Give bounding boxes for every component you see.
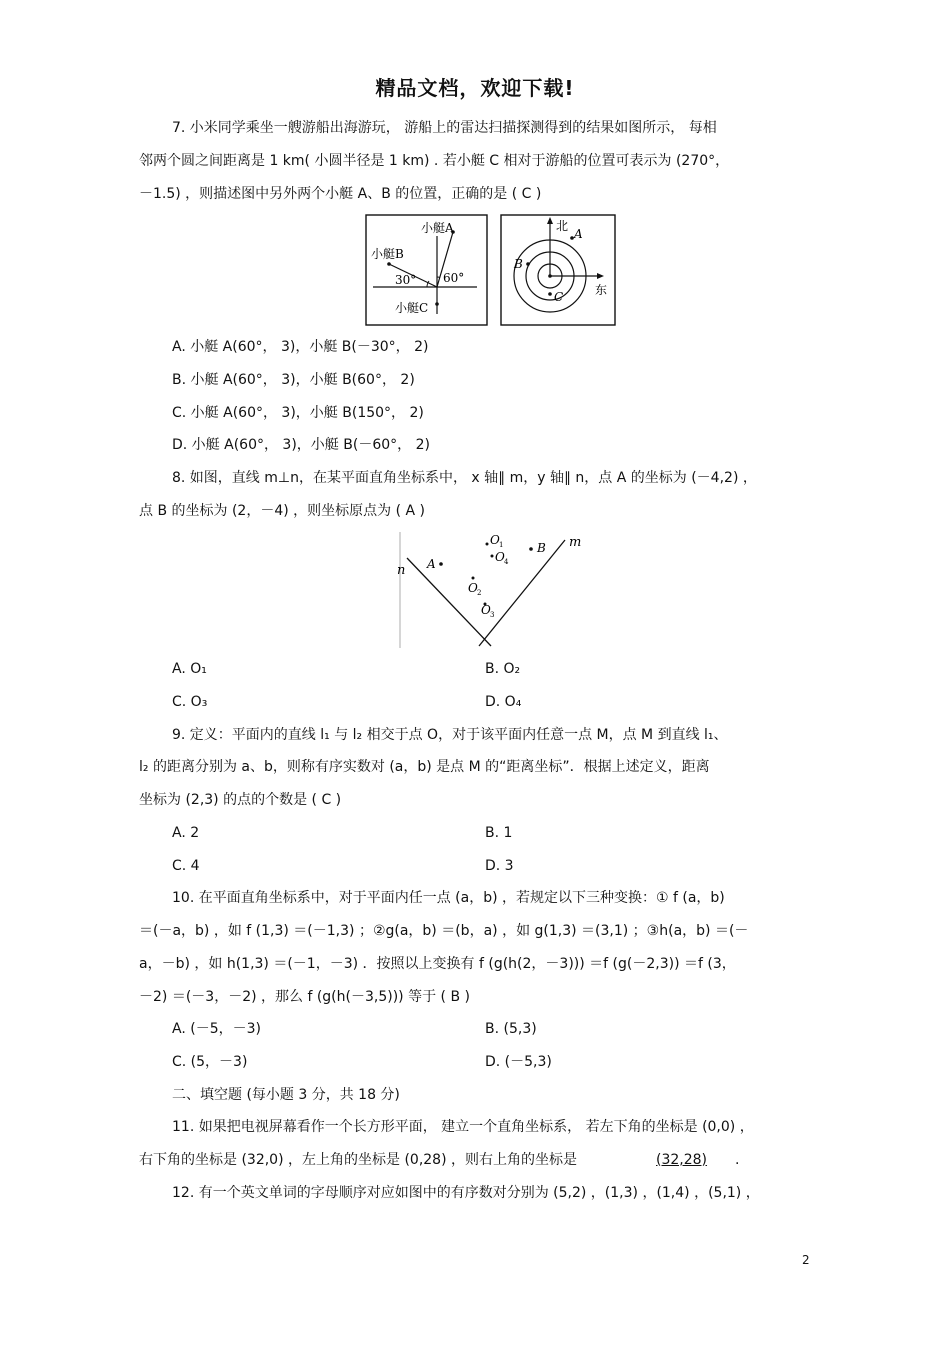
- q8-option-b: B. O₂: [485, 661, 521, 677]
- q8-line-1: 8. 如图，直线 m⊥n，在某平面直角坐标系中， x 轴∥ m，y 轴∥ n，点 A 的坐标为 (－4,2) ，: [172, 470, 757, 486]
- q10-option-a: A. (－5，－3): [172, 1021, 261, 1037]
- q7-option-b: B. 小艇 A(60°， 3)，小艇 B(60°， 2): [172, 372, 415, 388]
- q11-line-1: 11. 如果把电视屏幕看作一个长方形平面， 建立一个直角坐标系， 若左下角的坐标是 (0,0) ，: [172, 1119, 754, 1135]
- q10-line-4: －2) ＝(－3，－2) ，那么 f (g(h(－3,5))) 等于 ( B ): [139, 989, 470, 1005]
- section-heading: 二、填空题 (每小题 3 分，共 18 分): [172, 1087, 400, 1103]
- label-O2: O: [468, 581, 478, 595]
- q10-option-c: C. (5，－3): [172, 1054, 248, 1070]
- label-boat-A: 小艇A: [421, 221, 454, 235]
- q9-line-1: 9. 定义：平面内的直线 l₁ 与 l₂ 相交于点 O，对于该平面内任意一点 M，点 M 到直线 l₁、: [172, 727, 728, 743]
- point-C: [548, 292, 552, 296]
- line-n: [407, 558, 491, 646]
- label-O4-sub: 4: [504, 558, 509, 566]
- q9-option-b: B. 1: [485, 825, 513, 841]
- q7-option-d: D. 小艇 A(60°， 3)，小艇 B(－60°， 2): [172, 437, 430, 453]
- label-boat-B: 小艇B: [371, 247, 404, 261]
- q11-line-2: 右下角的坐标是 (32,0) ，左上角的坐标是 (0,28) ，则右上角的坐标是: [139, 1152, 577, 1168]
- label-O1: O: [490, 533, 500, 547]
- ship-point: [548, 274, 552, 278]
- q7-figure-right-radar: [500, 214, 620, 326]
- label-O3-sub: 3: [490, 611, 495, 619]
- q7-line-2: 邻两个圆之间距离是 1 km( 小圆半径是 1 km) . 若小艇 C 相对于游船的位置可表示为 (270°，: [139, 153, 730, 169]
- label-O3: O: [481, 603, 491, 617]
- q10-option-b: B. (5,3): [485, 1021, 537, 1037]
- label-A: A: [427, 557, 436, 571]
- label-angle-60: 60°: [443, 271, 465, 285]
- q9-line-3: 坐标为 (2,3) 的点的个数是 ( C ): [139, 792, 342, 808]
- q7-option-c: C. 小艇 A(60°， 3)，小艇 B(150°， 2): [172, 405, 424, 421]
- q8-option-c: C. O₃: [172, 694, 208, 710]
- label-m: m: [569, 535, 582, 550]
- q8-figure: [395, 528, 595, 650]
- q9-option-a: A. 2: [172, 825, 200, 841]
- q7-line-3: －1.5) ，则描述图中另外两个小艇 A、B 的位置，正确的是 ( C ): [139, 186, 542, 202]
- arc-60: [437, 277, 440, 278]
- point-B: [387, 262, 391, 266]
- q9-line-2: l₂ 的距离分别为 a、b，则称有序实数对 (a，b) 是点 M 的“距离坐标”．根据上述定义，距离: [139, 759, 710, 775]
- label-north: 北: [556, 219, 569, 233]
- point-O4: [491, 555, 494, 558]
- q8-option-a: A. O₁: [172, 661, 207, 677]
- point-B: [526, 262, 530, 266]
- label-n: n: [397, 563, 406, 578]
- label-boat-C: 小艇C: [395, 301, 429, 315]
- q7-figure-left: [365, 214, 488, 326]
- point-O2: [472, 577, 475, 580]
- q10-option-d: D. (－5,3): [485, 1054, 552, 1070]
- point-C: [435, 302, 439, 306]
- label-B: B: [537, 541, 546, 555]
- label-O2-sub: 2: [477, 589, 482, 597]
- label-B: B: [514, 257, 523, 271]
- q7-option-a: A. 小艇 A(60°， 3)，小艇 B(－30°， 2): [172, 339, 429, 355]
- q12-line-1: 12. 有一个英文单词的字母顺序对应如图中的有序数对分别为 (5,2) ，(1,3) ，(1,4) ，(5,1) ，: [172, 1185, 760, 1201]
- label-O4: O: [495, 550, 505, 564]
- q9-option-c: C. 4: [172, 858, 200, 874]
- label-east: 东: [595, 283, 608, 297]
- q7-line-1: 7. 小米同学乘坐一艘游船出海游玩， 游船上的雷达扫描探测得到的结果如图所示， 每相: [172, 120, 717, 136]
- q10-line-3: a，－b) ，如 h(1,3) ＝(－1，－3) ．按照以上变换有 f (g(h(2，－3))) ＝f (g(－2,3)) ＝f (3，: [139, 956, 736, 972]
- page-title: 精品文档，欢迎下载!: [375, 76, 575, 100]
- point-B: [529, 547, 533, 551]
- page-number: 2: [802, 1253, 810, 1267]
- label-O1-sub: 1: [499, 541, 504, 549]
- point-A: [439, 562, 443, 566]
- q10-line-2: ＝(－a，b) ，如 f (1,3) ＝(－1,3) ；②g(a，b) ＝(b，a) ，如 g(1,3) ＝(3,1) ；③h(a，b) ＝(－: [139, 923, 749, 939]
- label-A: A: [574, 227, 583, 241]
- point-O1: [486, 543, 489, 546]
- q8-line-2: 点 B 的坐标为 (2，－4) ，则坐标原点为 ( A ): [139, 503, 425, 519]
- label-angle-30: 30°: [395, 273, 417, 287]
- q9-option-d: D. 3: [485, 858, 514, 874]
- q8-option-d: D. O₄: [485, 694, 522, 710]
- q11-answer: (32,28): [656, 1152, 708, 1168]
- q11-tail: .: [735, 1152, 740, 1168]
- q10-line-1: 10. 在平面直角坐标系中，对于平面内任一点 (a，b) ，若规定以下三种变换：① f (a，b): [172, 890, 725, 906]
- label-C: C: [554, 290, 564, 304]
